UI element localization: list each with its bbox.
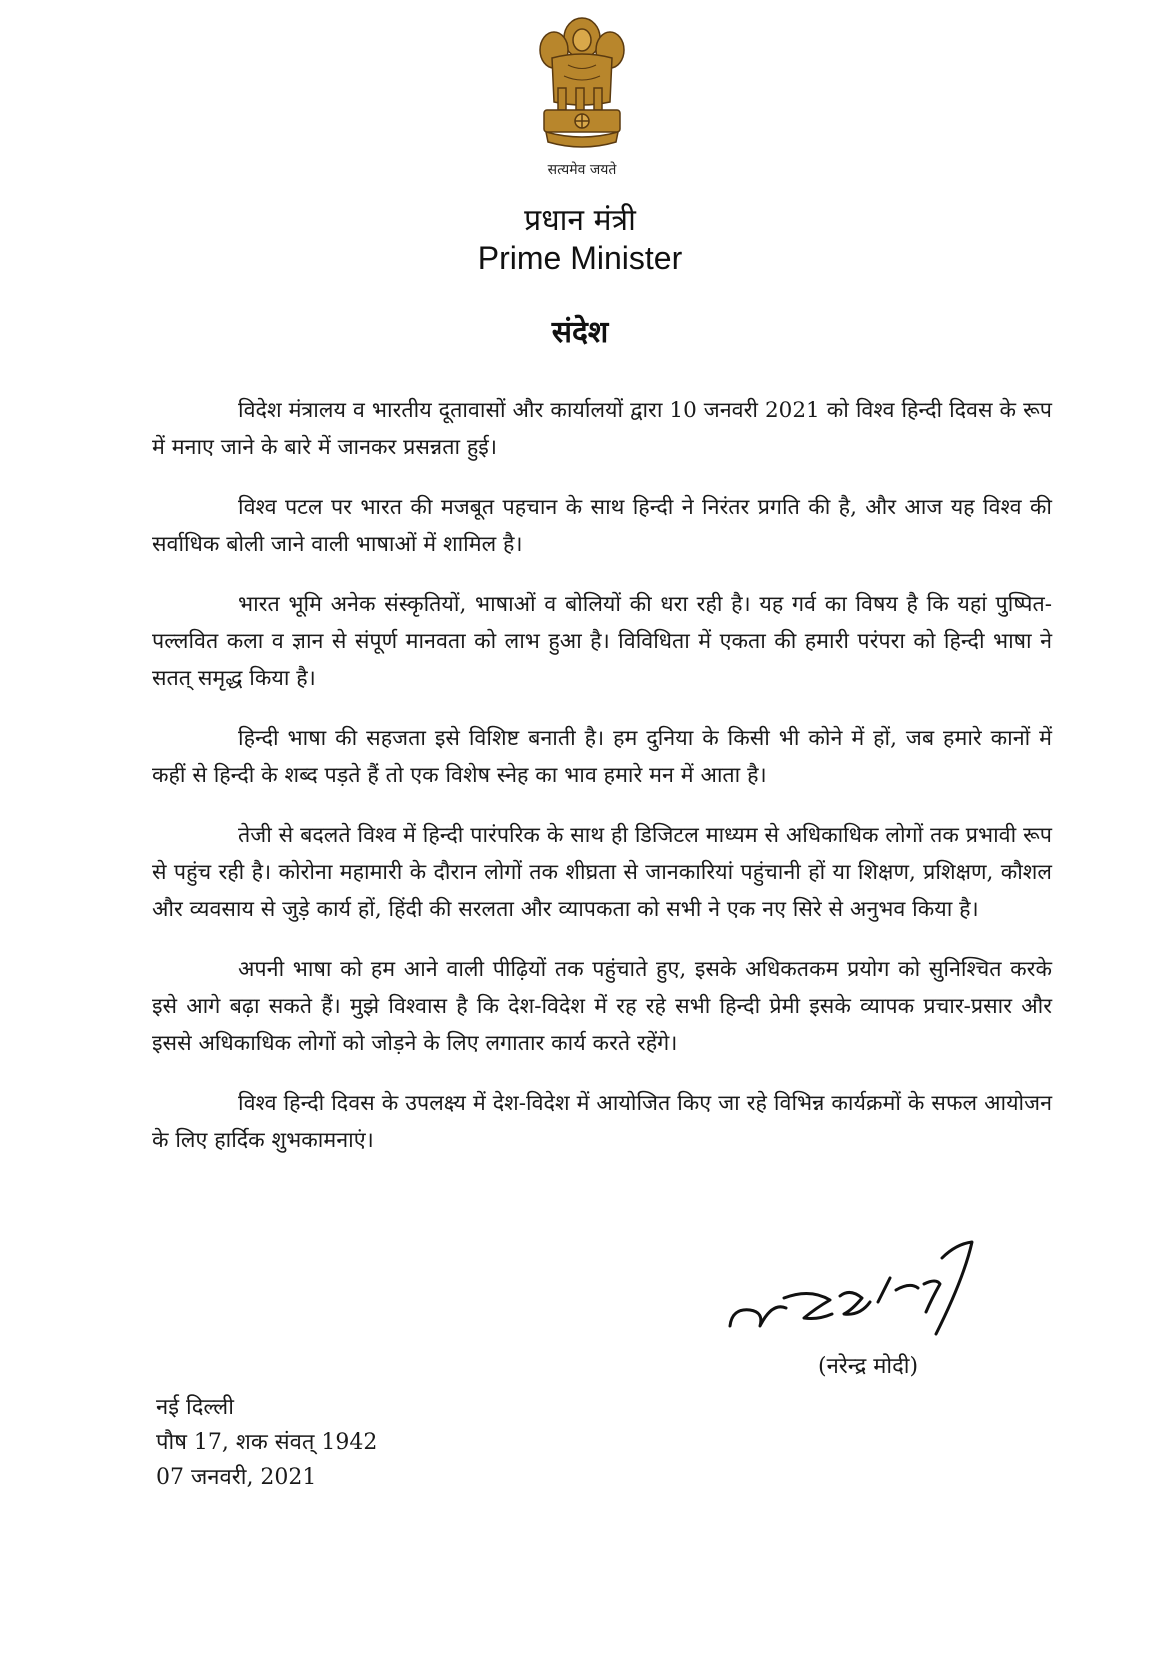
paragraph: अपनी भाषा को हम आने वाली पीढ़ियों तक पहुंचाते हुए, इसके अधिकतकम प्रयोग को सुनिश्चित करके इसे आगे बढ़ा सकते हैं। मुझे विश्वास है कि देश-विदेश में रह रहे सभी हिन्दी प्रेमी इसके व्यापक प्रचार-प्रसार और इससे अधिकाधिक लोगों को जोड़ने के लिए लगातार कार्य करते रहेंगे। <box>152 957 1052 1056</box>
signature-image <box>720 1238 1000 1348</box>
paragraph: विश्व पटल पर भारत की मजबूत पहचान के साथ हिन्दी ने निरंतर प्रगति की है, और आज यह विश्व की सर्वाधिक बोली जाने वाली भाषाओं में शामिल है। <box>152 495 1052 557</box>
paragraph: हिन्दी भाषा की सहजता इसे विशिष्ट बनाती है। हम दुनिया के किसी भी कोने में हों, जब हमारे कानों में कहीं से हिन्दी के शब्द पड़ते हैं तो एक विशेष स्नेह का भाव हमारे मन में आता है। <box>152 726 1052 788</box>
office-title-hindi: प्रधान मंत्री <box>524 203 636 238</box>
date: 07 जनवरी, 2021 <box>156 1465 317 1490</box>
paragraph: विश्व हिन्दी दिवस के उपलक्ष्य में देश-विदेश में आयोजित किए जा रहे विभिन्न कार्यक्रमों के सफल आयोजन के लिए हार्दिक शुभकामनाएं। <box>152 1091 1052 1153</box>
national-emblem-icon <box>532 10 632 160</box>
place: नई दिल्ली <box>156 1395 234 1420</box>
message-heading: संदेश <box>551 315 609 350</box>
place-and-date <box>156 1390 377 1495</box>
signatory-name: (नरेन्द्र मोदी) <box>818 1354 919 1379</box>
saka-date: पौष 17, शक संवत् 1942 <box>156 1430 378 1455</box>
emblem-motto: सत्यमेव जयते <box>547 162 617 178</box>
message-body <box>152 392 1052 1182</box>
paragraph: विदेश मंत्रालय व भारतीय दूतावासों और कार्यालयों द्वारा 10 जनवरी 2021 को विश्व हिन्दी दिवस के रूप में मनाए जाने के बारे में जानकर प्रसन्नता हुई। <box>152 398 1052 460</box>
paragraph: तेजी से बदलते विश्व में हिन्दी पारंपरिक के साथ ही डिजिटल माध्यम से अधिकाधिक लोगों तक प्रभावी रूप से पहुंच रही है। कोरोना महामारी के दौरान लोगों तक शीघ्रता से जानकारियां पहुंचानी हों या शिक्षण, प्रशिक्षण, कौशल और व्यवसाय से जुड़े कार्य हों, हिंदी की सरलता और व्यापकता को सभी ने एक नए सिरे से अनुभव किया है। <box>152 823 1052 922</box>
office-title-english: Prime Minister <box>477 240 683 276</box>
paragraph: भारत भूमि अनेक संस्कृतियों, भाषाओं व बोलियों की धरा रही है। यह गर्व का विषय है कि यहां पुष्पित-पल्लवित कला व ज्ञान से संपूर्ण मानवता को लाभ हुआ है। विविधिता में एकता की हमारी परंपरा को हिन्दी भाषा ने सतत् समृद्ध किया है। <box>152 592 1052 691</box>
